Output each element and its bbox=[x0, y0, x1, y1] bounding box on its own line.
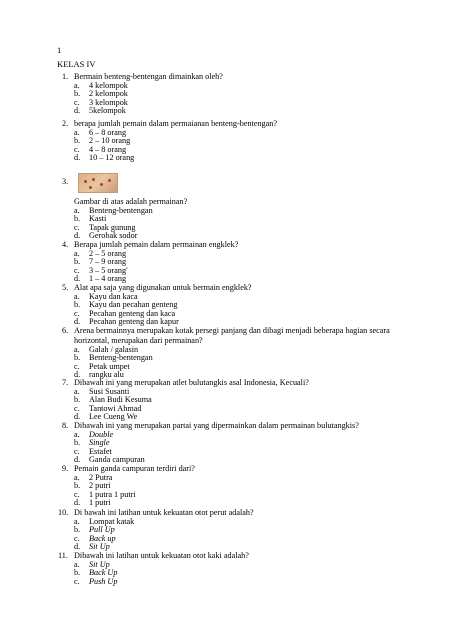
question-number: 10. bbox=[58, 508, 69, 517]
option-a: a. Galah / galasin bbox=[74, 345, 139, 354]
option-b: b. Back Up bbox=[74, 568, 118, 578]
question-number: 1. bbox=[62, 72, 69, 81]
option-b: b. 2 putri bbox=[74, 481, 111, 491]
option-a: a. 6 – 8 orang bbox=[74, 128, 127, 137]
question-number: 6. bbox=[62, 326, 69, 335]
option-a: a. 4 kelompok bbox=[74, 81, 128, 90]
question-number: 7. bbox=[62, 378, 69, 387]
option-a: a. Benteng-bentengan bbox=[74, 206, 153, 215]
option-b: b. Single bbox=[74, 438, 110, 448]
option-b: b. 2 kelompok bbox=[74, 89, 128, 99]
option-d: d. Pecahan genteng dan kapur bbox=[74, 316, 179, 326]
question-4 bbox=[62, 240, 239, 283]
option-c: c. Pecahan genteng dan kaca bbox=[74, 308, 176, 318]
option-b: b. Kayu dan pecahan genteng bbox=[74, 300, 178, 310]
question-text: Bermain benteng-bentengan dimainkan oleh? bbox=[74, 72, 223, 81]
question-7 bbox=[62, 378, 309, 421]
question-number: 2. bbox=[62, 119, 69, 128]
option-a: a. 2 – 5 orang bbox=[74, 249, 127, 258]
option-c: c. Push Up bbox=[74, 576, 118, 586]
question-text: Arena bermainnya merupakan kotak persegi panjang dan dibagi menjadi beberapa bagian secara horizontal, merupakan dari permainan? bbox=[74, 326, 390, 345]
question-8 bbox=[62, 421, 359, 464]
question-5 bbox=[62, 283, 252, 326]
question-number: 5. bbox=[62, 283, 69, 292]
question-text: Pemain ganda campuran terdiri dari? bbox=[74, 464, 195, 473]
option-c: c. 1 putra 1 putri bbox=[74, 489, 136, 499]
option-d: d. rangku alu bbox=[74, 369, 124, 379]
document-heading: KELAS IV bbox=[57, 59, 96, 69]
option-b: b. Kasti bbox=[74, 214, 107, 224]
question-9 bbox=[62, 464, 195, 507]
option-a: a. Kayu dan kaca bbox=[74, 292, 138, 301]
option-b: b. Pull Up bbox=[74, 525, 115, 535]
question-text: Dibawah ini latihan untuk kekuatan otot kaki adalah? bbox=[74, 551, 249, 560]
option-c: c. 3 – 5 orang' bbox=[74, 265, 128, 275]
option-c: c. Tapak gunung bbox=[74, 222, 136, 232]
game-illustration-image bbox=[78, 173, 118, 193]
question-text: Berapa jumlah pemain dalam permainan engklek? bbox=[74, 240, 239, 249]
question-2 bbox=[62, 119, 278, 162]
option-a: a. 2 Putra bbox=[74, 473, 113, 482]
question-1 bbox=[62, 72, 223, 115]
option-d: d. 5kelompok bbox=[74, 105, 126, 115]
question-text: Gambar di atas adalah permainan? bbox=[74, 197, 188, 206]
option-c: c. 4 – 8 orang bbox=[74, 144, 127, 154]
option-c: c. Estafet bbox=[74, 446, 112, 456]
option-d: d. Lee Cueng We bbox=[74, 411, 138, 421]
question-10 bbox=[58, 508, 254, 551]
option-b: b. 7 – 9 orang bbox=[74, 257, 127, 267]
question-text: Dibawah ini yang merupakan partai yang dipermainkan dalam permainan bulutangkis? bbox=[74, 421, 359, 430]
option-d: d. Gerobak sodor bbox=[74, 230, 138, 240]
question-text: Alat apa saja yang digunakan untuk bermain engklek? bbox=[74, 283, 252, 292]
option-a: a. Sit Up bbox=[74, 560, 110, 569]
option-b: b. 2 – 10 orang bbox=[74, 136, 131, 146]
option-d: d. 1 putri bbox=[74, 497, 111, 507]
option-a: a. Double bbox=[74, 430, 114, 439]
question-text: berapa jumlah pemain dalam permaianan benteng-bentengan? bbox=[74, 119, 278, 128]
question-6 bbox=[62, 326, 414, 379]
option-b: b. Benteng-bentengan bbox=[74, 353, 153, 363]
option-d: d. Sit Up bbox=[74, 541, 110, 551]
option-c: c. Tantowi Ahmad bbox=[74, 403, 142, 413]
option-a: a. Lompat katak bbox=[74, 517, 135, 526]
question-number: 4. bbox=[62, 240, 69, 249]
question-number: 9. bbox=[62, 464, 69, 473]
option-d: d. 1 – 4 orang bbox=[74, 273, 127, 283]
question-number: 8. bbox=[62, 421, 69, 430]
option-d: d. Ganda campuran bbox=[74, 454, 145, 464]
option-c: c. Back up bbox=[74, 533, 116, 543]
option-c: c. Petak umpet bbox=[74, 361, 130, 371]
question-number: 11. bbox=[58, 551, 68, 560]
question-text: Dibawah ini yang merupakan atlet bulutangkis asal Indonesia, Kecuali? bbox=[74, 378, 309, 387]
question-3-body bbox=[74, 197, 187, 240]
page-number: 1 bbox=[57, 45, 62, 55]
option-b: b. Alan Budi Kesuma bbox=[74, 395, 152, 405]
question-11 bbox=[58, 551, 249, 586]
option-a: a. Susi Susanti bbox=[74, 387, 130, 396]
option-d: d. 10 – 12 orang bbox=[74, 152, 135, 162]
question-number: 3. bbox=[62, 177, 69, 186]
question-text: Di bawah ini latihan untuk kekuatan otot perut adalah? bbox=[74, 508, 254, 517]
question-3 bbox=[62, 173, 118, 193]
option-c: c. 3 kelompok bbox=[74, 97, 128, 107]
